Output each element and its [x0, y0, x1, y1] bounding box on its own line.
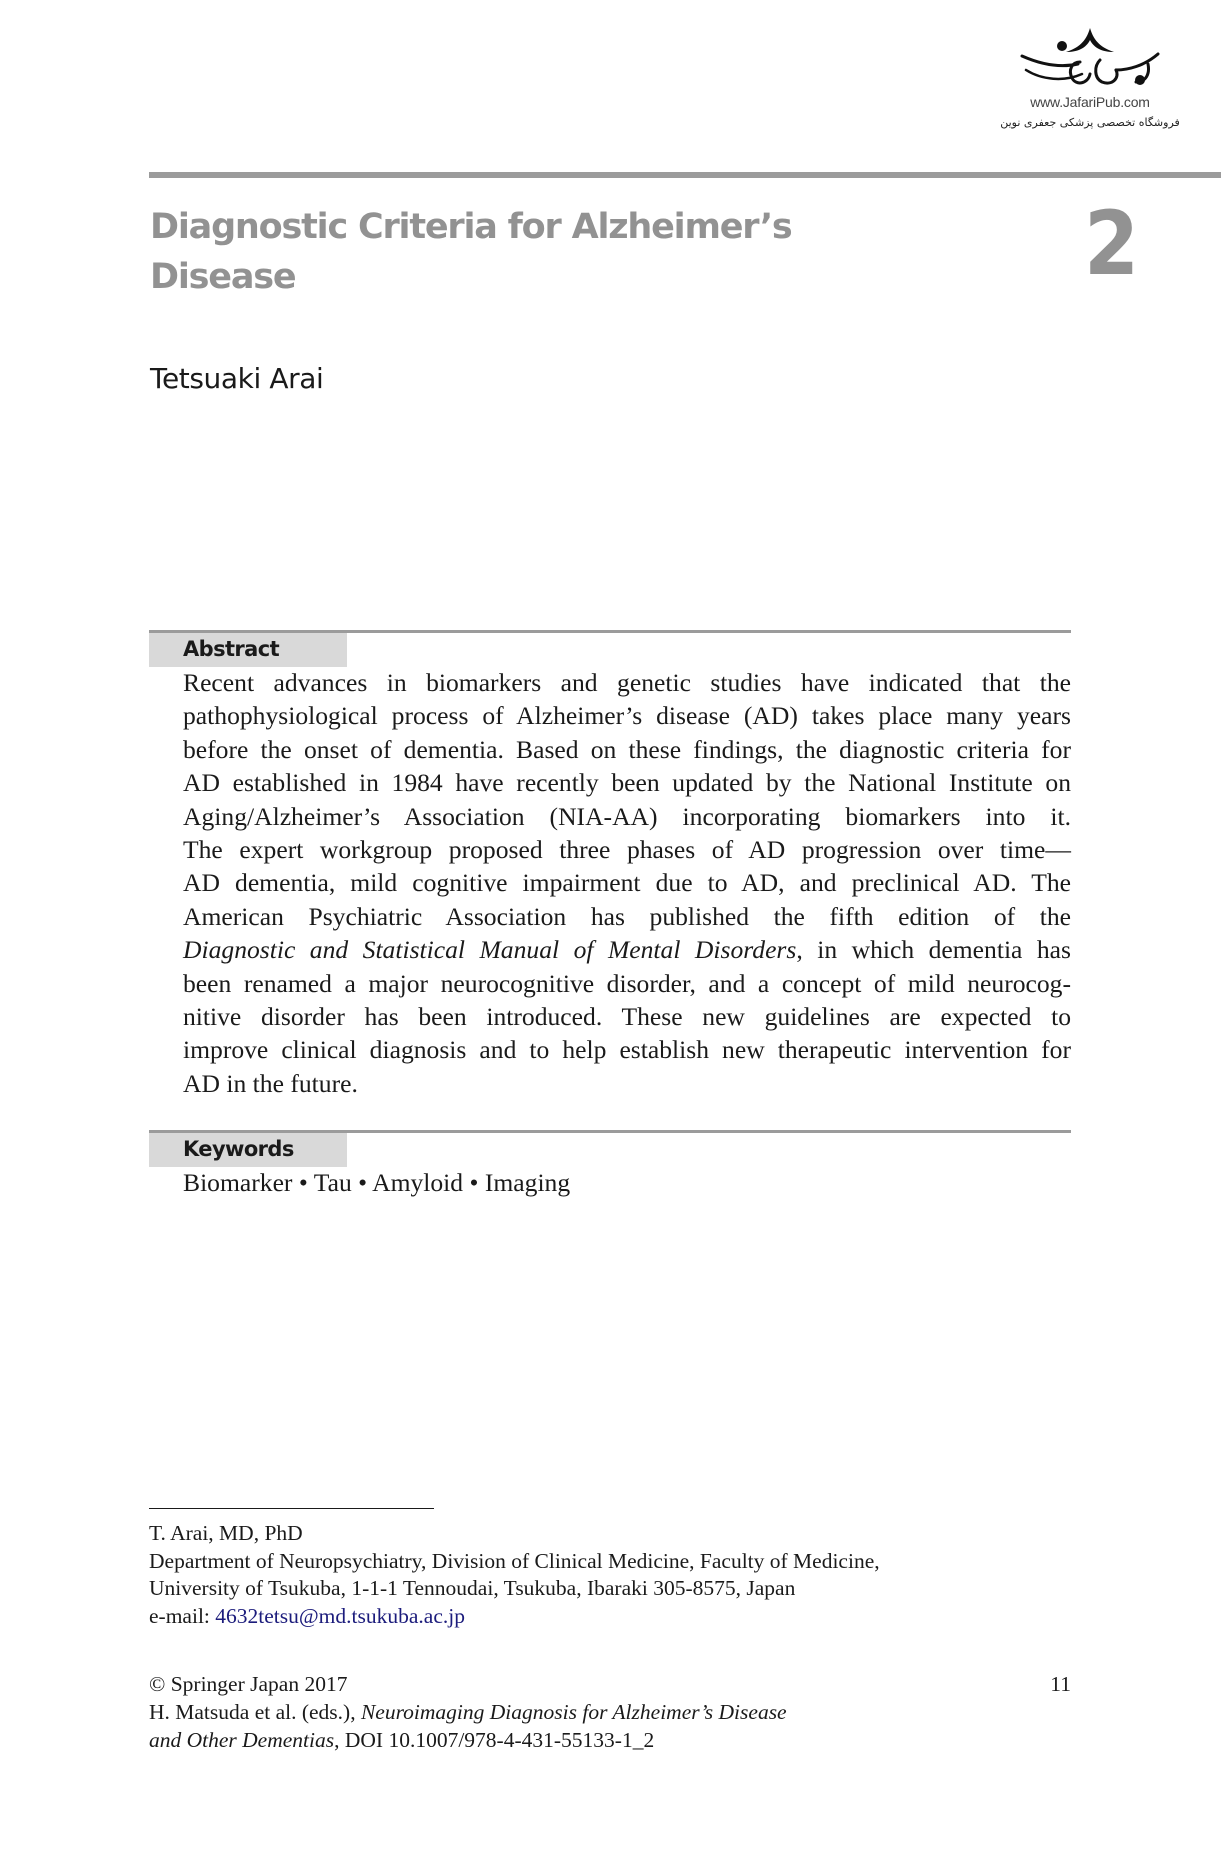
abstract-line — [183, 933, 1071, 966]
book-title-part-2: and Other Dementias — [149, 1728, 335, 1752]
footnote-rule — [149, 1508, 434, 1509]
chapter-number: 2 — [1084, 192, 1140, 295]
abstract-line: American Psychiatric Association has published the fifth edition of the — [183, 901, 1071, 931]
abstract-line: AD dementia, mild cognitive impairment due to AD, and preclinical AD. The — [183, 868, 1071, 898]
publisher-url[interactable]: www.JafariPub.com — [1030, 94, 1150, 110]
chapter-author: Tetsuaki Arai — [150, 362, 324, 395]
chapter-title — [150, 202, 910, 302]
footnote-email-line — [149, 1603, 1089, 1631]
abstract-label-box — [149, 633, 347, 667]
abstract-body — [183, 666, 1071, 1100]
doi: , DOI 10.1007/978-4-431-55133-1_2 — [334, 1728, 655, 1752]
keywords-label-box — [149, 1133, 347, 1167]
footnote-affiliation-line-1: Department of Neuropsychiatry, Division of Clinical Medicine, Faculty of Medicine, — [149, 1548, 880, 1573]
abstract-line: The expert workgroup proposed three phases of AD progression over time— — [183, 834, 1071, 864]
abstract-label: Abstract — [183, 637, 280, 661]
abstract-line: been renamed a major neurocognitive disorder, and a concept of mild neurocog- — [183, 968, 1071, 998]
abstract-line: before the onset of dementia. Based on these findings, the diagnostic criteria for — [183, 734, 1071, 764]
keywords-list: Biomarker • Tau • Amyloid • Imaging — [183, 1168, 571, 1197]
footnote-affiliation-line-2: University of Tsukuba, 1-1-1 Tennoudai, Tsukuba, Ibaraki 305-8575, Japan — [149, 1576, 796, 1600]
abstract-line: nitive disorder has been introduced. These new guidelines are expected to — [183, 1001, 1071, 1031]
publisher-logo — [990, 20, 1190, 140]
chapter-top-rule — [149, 172, 1221, 178]
calligraphy-logo-icon — [1020, 24, 1160, 90]
keywords-label: Keywords — [183, 1137, 294, 1161]
abstract-line: pathophysiological process of Alzheimer’s disease (AD) takes place many years — [183, 701, 1071, 731]
citation-prefix: H. Matsuda et al. (eds.), — [149, 1700, 361, 1724]
dsm-title-italic: Diagnostic and Statistical Manual of Mental Disorders — [183, 935, 797, 965]
page-number: 11 — [1050, 1672, 1071, 1696]
abstract-line: AD in the future. — [183, 1068, 358, 1098]
citation-line-2 — [149, 1726, 1071, 1754]
author-footnote — [149, 1520, 1089, 1630]
page-footer — [149, 1670, 1071, 1754]
book-title-part-1: Neuroimaging Diagnosis for Alzheimer’s Disease — [360, 1700, 787, 1724]
publisher-tagline: فروشگاه تخصصی پزشکی جعفری نوین — [1000, 116, 1180, 129]
email-link[interactable]: 4632tetsu@md.tsukuba.ac.jp — [215, 1603, 465, 1628]
abstract-line-rest: , in which dementia has — [796, 935, 1072, 965]
chapter-title-line-1: Diagnostic Criteria for Alzheimer’s — [150, 207, 792, 247]
copyright: © Springer Japan 2017 — [149, 1672, 348, 1696]
abstract-line: Aging/Alzheimer’s Association (NIA-AA) incorporating biomarkers into it. — [183, 801, 1071, 831]
abstract-line: Recent advances in biomarkers and genetic studies have indicated that the — [183, 668, 1071, 697]
citation-line-1 — [149, 1698, 1071, 1726]
email-label: e-mail: — [149, 1603, 216, 1628]
abstract-line: improve clinical diagnosis and to help establish new therapeutic intervention for — [183, 1035, 1071, 1065]
chapter-title-line-2: Disease — [150, 257, 296, 297]
footnote-author-name: T. Arai, MD, PhD — [149, 1521, 303, 1545]
abstract-line: AD established in 1984 have recently been updated by the National Institute on — [183, 768, 1071, 798]
